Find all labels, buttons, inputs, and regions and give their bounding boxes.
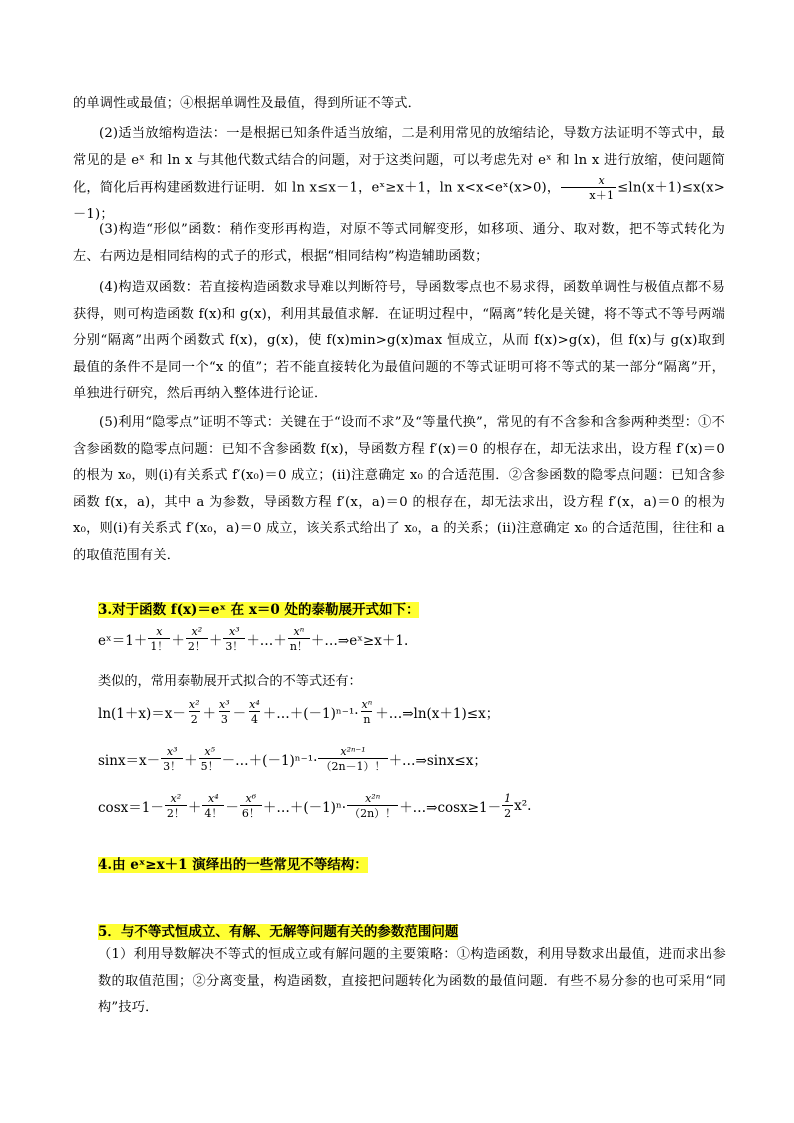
paragraph-method4 [73,275,725,408]
paragraph-method5 [73,410,725,569]
paragraph-method3 [73,217,725,270]
paragraph-step4 [73,91,725,118]
fraction: $\frac{\text{x⁶}}{6!}$ [241,792,260,820]
fraction: $\frac{\text{x²ⁿ}}{(2n)!}$ [349,792,397,820]
paragraph-method2 [73,121,725,229]
fraction: $\frac{x}{1!}$ [150,625,169,653]
paragraph-text: 的单调性或最值；④根据单调性及最值，得到所证不等式． [73,96,422,111]
fraction: $\frac{\text{x²}}{2}$ [188,698,200,726]
exp-taylor-formula: eˣ＝1＋ $\frac{x}{1!}$ ＋ $\frac{\text{x²}}{2!}$ ＋ $\frac{\text{x³}}{3!}$ ＋…＋ $\frac{\text{xⁿ}}{n!}$ ＋…⇒eˣ≥x＋1. [98,625,409,653]
fraction: $\frac{\text{x⁴}}{4!}$ [204,792,223,820]
fraction: $\frac{1}{2}$ [504,792,512,820]
section5-heading: 5．与不等式恒成立、有解、无解等问题有关的参数范围问题 [98,924,459,940]
fraction: $\frac{\text{xⁿ}}{n!}$ [289,625,308,653]
section4-heading: 4.由 eˣ≥x＋1 演绎出的一些常见不等结构： [98,857,368,873]
fraction: $\frac{\text{x²}}{2!}$ [166,792,185,820]
fraction: $\frac{\text{x⁵}}{5!}$ [200,745,219,773]
paragraph-section5 [98,942,726,1022]
paragraph-text: (2)适当放缩构造法：一是根据已知条件适当放缩，二是利用常见的放缩结论，导数方法证明不等式中，最常见的是 eˣ 和 ln x 与其他代数式结合的问题，对于这类问题，可以考虑先对 eˣ 和 ln x 进行放缩，使问题简化，简化后再构建函数进行证明．如 ln x≤x－1，eˣ≥x＋1，ln x<x<eˣ(x>0)， [73,126,725,196]
fraction: $\frac{\text{x²ⁿ⁻¹}}{(2n-1)!}$ [320,745,386,773]
fraction: $\frac{\text{x²}}{2!}$ [187,625,206,653]
fraction: $\frac{x}{x+1}$ [561,174,616,202]
paragraph-text: （1）利用导数解决不等式的恒成立或有解问题的主要策略：①构造函数，利用导数求出最值，进而求出参数的取值范围；②分离变量，构造函数，直接把问题转化为函数的最值问题．有些不易分参的也可采用“同构”技巧． [98,947,726,1015]
section3-heading: 3.对于函数 f(x)＝eˣ 在 x＝0 处的泰勒展开式如下： [98,602,420,618]
paragraph-text: ≤ln(x＋1)≤x(x>－1)； [73,180,725,222]
paragraph-text: (5)利用“隐零点”证明不等式：关键在于“设而不求”及“等量代换”，常见的有不含参和含参两种类型：①不含参函数的隐零点问题：已知不含参函数 f(x)，导函数方程 f′(x)＝0 的根存在，却无法求出，设方程 f′(x)＝0 的根为 x₀，则(i)有关系式 f′(x₀)＝0 成立；(ii)注意确定 x₀ 的合适范围．②含参函数的隐零点问题：已知含参函数 f(x，a)，其中 a 为参数，导函数方程 f′(x，a)＝0 的根存在，却无法求出，设方程 f′(x，a)＝0 的根为 x₀，则(i)有关系式 f′(x₀，a)＝0 成立，该关系式给出了 x₀，a 的关系；(ii)注意确定 x₀ 的合适范围，往往和 a 的取值范围有关． [73,415,725,563]
fraction: $\frac{\text{x³}}{3!}$ [163,745,182,773]
ln-taylor-formula: ln(1＋x)＝x－ $\frac{\text{x²}}{2}$ ＋ $\frac{\text{x³}}{3}$ － $\frac{\text{x⁴}}{4}$ ＋…＋(－1)ⁿ⁻¹· $\frac{\text{xⁿ}}{n}$ ＋…⇒ln(x＋1)≤x； [98,698,500,726]
fraction: $\frac{\text{x⁴}}{4}$ [249,698,260,726]
paragraph-text: (4)构造双函数：若直接构造函数求导难以判断符号，导函数零点也不易求得，函数单调性与极值点都不易获得，则可构造函数 f(x)和 g(x)，利用其最值求解．在证明过程中，“隔离”转化是关键，将不等式不等号两端分别“隔离”出两个函数式 f(x)，g(x)，使 f(x)min>g(x)max 恒成立，从而 f(x)>g(x)，但 f(x)与 g(x)取到最值的条件不是同一个“x 的值”；若不能直接转化为最值问题的不等式证明可将不等式的某一部分“隔离”开，单独进行研究，然后再纳入整体进行论证． [73,280,725,401]
fraction: $\frac{\text{x³}}{3}$ [219,698,230,726]
paragraph-text: (3)构造“形似”函数：稍作变形再构造，对原不等式同解变形，如移项、通分、取对数，把不等式转化为左、右两边是相同结构的式子的形式，根据“相同结构”构造辅助函数； [73,222,725,264]
fraction: $\frac{\text{xⁿ}}{n}$ [361,698,373,726]
sin-taylor-formula: sinx＝x－ $\frac{\text{x³}}{3!}$ ＋ $\frac{\text{x⁵}}{5!}$ －…＋(－1)ⁿ⁻¹· $\frac{\text{x²ⁿ⁻¹}}{(2n-1)!}$ ＋…⇒sinx≤x； [98,745,487,773]
fraction: $\frac{\text{x³}}{3!}$ [225,625,244,653]
similar-intro: 类似的，常用泰勒展开式拟合的不等式还有： [98,674,362,689]
cos-taylor-formula: cosx＝1－ $\frac{\text{x²}}{2!}$ ＋ $\frac{\text{x⁴}}{4!}$ － $\frac{\text{x⁶}}{6!}$ ＋…＋(－1)ⁿ· $\frac{\text{x²ⁿ}}{(2n)!}$ ＋…⇒cosx≥1－ $\frac{1}{2}$ x². [98,792,532,820]
